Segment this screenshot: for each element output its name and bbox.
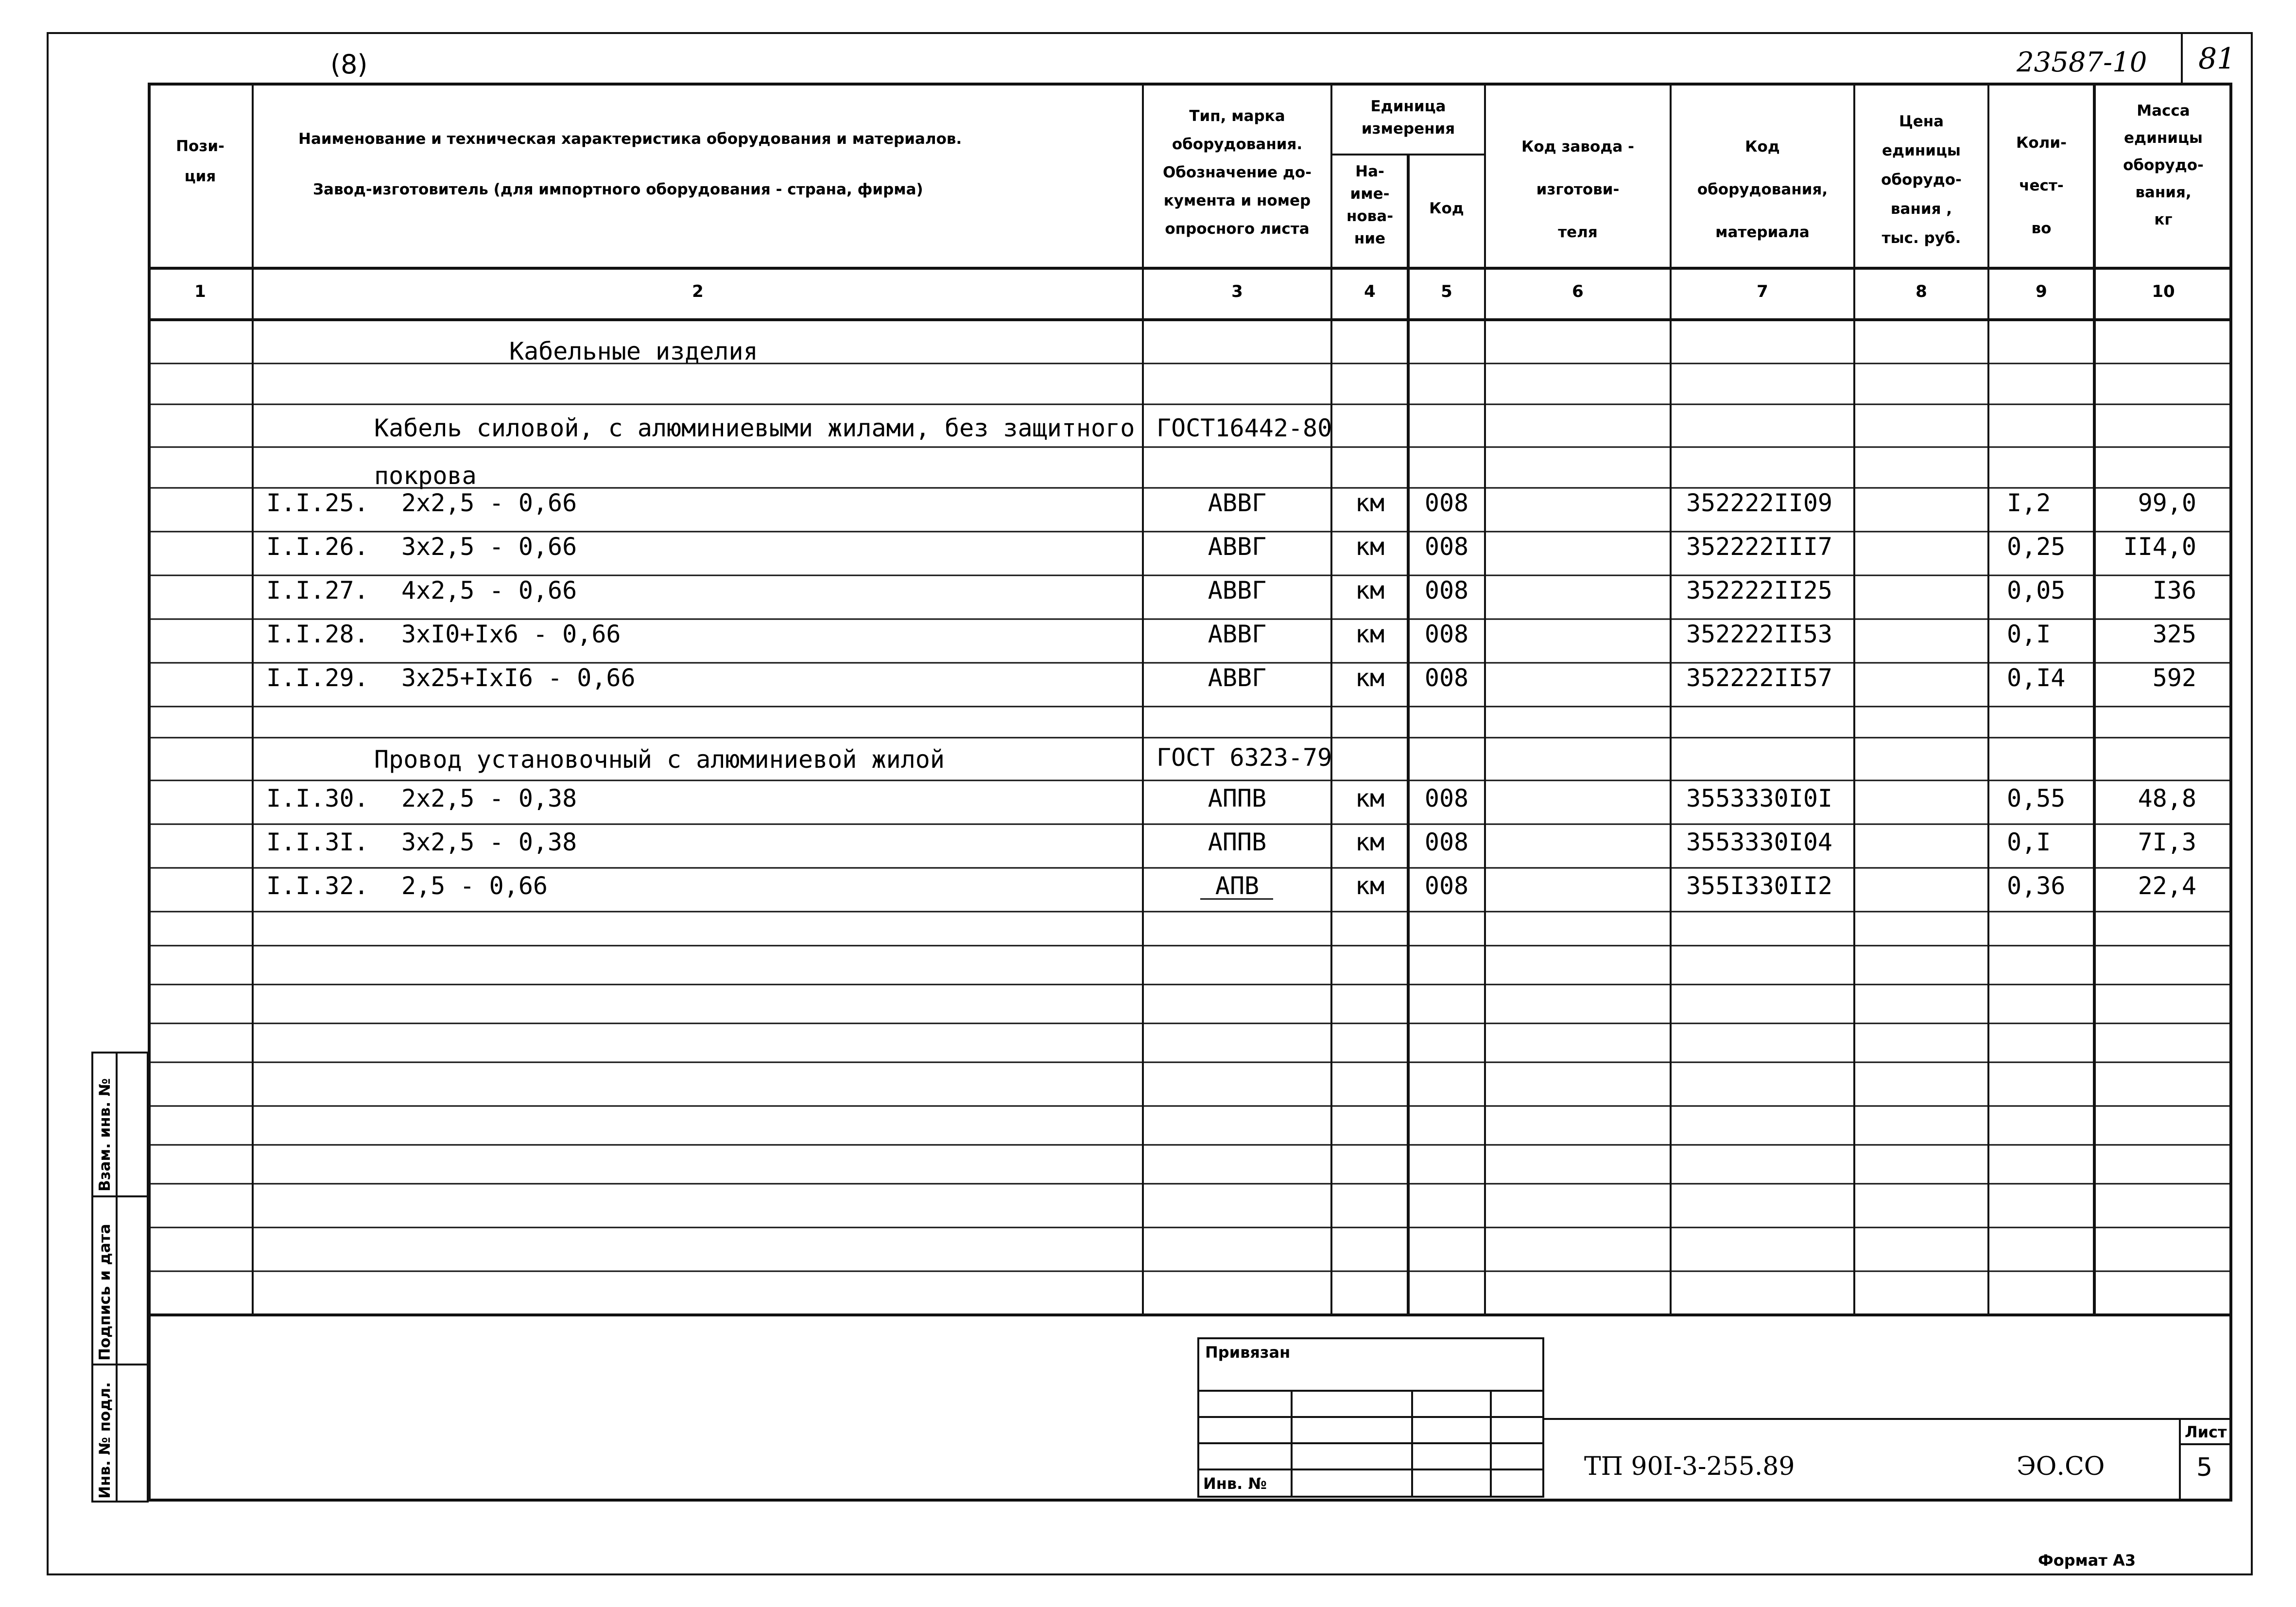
column-number: 3	[1231, 282, 1243, 301]
cell-pos: I.I.29.	[266, 664, 369, 692]
section-wire: Провод установочный с алюминиевой жилой	[374, 745, 945, 774]
cell-unit: км	[1355, 872, 1385, 900]
cell-pos: I.I.30.	[266, 784, 369, 812]
cell-mass: 325	[2152, 620, 2196, 648]
cell-pos: I.I.28.	[266, 620, 369, 648]
cell-type: АВВГ	[1208, 576, 1267, 605]
cell-equip-code: 355I330II2	[1686, 872, 1833, 900]
sheet-number: 5	[2196, 1453, 2213, 1482]
stamp-inv-label: Инв. №	[1203, 1474, 1267, 1493]
cell-qty: 0,36	[2007, 872, 2066, 900]
cell-equip-code: 352222II09	[1686, 489, 1833, 517]
cell-name: 3хI0+Iх6 - 0,66	[401, 620, 621, 648]
section-wire-std: ГОСТ 6323-79	[1157, 743, 1332, 772]
cell-equip-code: 3553330I0I	[1686, 784, 1833, 812]
cell-name: 2х2,5 - 0,38	[401, 784, 577, 812]
cell-mass: I36	[2152, 576, 2196, 605]
cell-qty: 0,I4	[2007, 664, 2066, 692]
header-quantity: Коли- чест- во	[2016, 134, 2067, 237]
cell-pos: I.I.26.	[266, 533, 369, 561]
cell-pos: I.I.32.	[266, 872, 369, 900]
sheet-label: (8)	[330, 49, 368, 80]
cell-mass: 48,8	[2138, 784, 2196, 812]
cell-qty: 0,I	[2007, 620, 2051, 648]
header-position: Пози- ция	[176, 138, 224, 185]
header-price: Цена единицы оборудо- вания , тыс. руб.	[1881, 113, 1962, 247]
section-power-cable-std: ГОСТ16442-80	[1157, 414, 1332, 442]
cell-qty: 0,05	[2007, 576, 2066, 605]
header-unit-group: Единица измерения	[1361, 98, 1455, 138]
cell-code: 008	[1424, 664, 1469, 692]
cell-type: АВВГ	[1208, 620, 1267, 648]
cell-pos: I.I.27.	[266, 576, 369, 605]
header-unit-code: Код	[1429, 200, 1464, 217]
cell-unit: км	[1355, 489, 1385, 517]
side-label-inv-orig: Инв. № подл.	[96, 1382, 114, 1499]
side-label-sign-date: Подпись и дата	[96, 1224, 114, 1361]
cell-code: 008	[1424, 576, 1469, 605]
side-label-inv-swap: Взам. инв. №	[96, 1078, 114, 1192]
cell-unit: км	[1355, 784, 1385, 812]
cell-code: 008	[1424, 489, 1469, 517]
header-type: Тип, марка оборудования. Обозначение до- кумента и номер опросного листа	[1162, 107, 1312, 238]
cell-qty: 0,55	[2007, 784, 2066, 812]
cell-mass: 7I,3	[2138, 828, 2196, 856]
cell-name: 3х2,5 - 0,66	[401, 533, 577, 561]
header-name-line2: Завод-изготовитель (для импортного оборудования - страна, фирма)	[313, 181, 923, 198]
stamp-bound-label: Привязан	[1205, 1343, 1291, 1362]
cell-pos: I.I.25.	[266, 489, 369, 517]
cell-qty: I,2	[2007, 489, 2051, 517]
cell-qty: 0,25	[2007, 533, 2066, 561]
cell-unit: км	[1355, 620, 1385, 648]
cell-unit: км	[1355, 828, 1385, 856]
section-power-cable: Кабель силовой, с алюминиевыми жилами, без защитного	[374, 414, 1135, 442]
cell-code: 008	[1424, 620, 1469, 648]
cell-mass: 22,4	[2138, 872, 2196, 900]
column-number: 4	[1364, 282, 1376, 301]
cell-mass: II4,0	[2123, 533, 2196, 561]
doc-code: ТП 90I-3-255.89	[1584, 1452, 1795, 1481]
header-factory-code: Код завода - изготови- теля	[1521, 138, 1634, 241]
column-number: 7	[1757, 282, 1768, 301]
cell-type: АВВГ	[1208, 533, 1267, 561]
cell-code: 008	[1424, 828, 1469, 856]
cell-name: 3х25+IхI6 - 0,66	[401, 664, 636, 692]
cell-name: 3х2,5 - 0,38	[401, 828, 577, 856]
header-unit-name: На- име- нова- ние	[1346, 163, 1394, 247]
cell-unit: км	[1355, 576, 1385, 605]
column-number: 2	[692, 282, 704, 301]
cell-unit: км	[1355, 533, 1385, 561]
format-label: Формат А3	[2038, 1551, 2136, 1570]
cell-equip-code: 3553330I04	[1686, 828, 1833, 856]
cell-name: 2,5 - 0,66	[401, 872, 548, 900]
page-number: 81	[2198, 42, 2236, 76]
cell-unit: км	[1355, 664, 1385, 692]
section-cables-title: Кабельные изделия	[509, 337, 758, 365]
cell-mass: 99,0	[2138, 489, 2196, 517]
header-equipment-code: Код оборудования, материала	[1697, 138, 1828, 241]
cell-qty: 0,I	[2007, 828, 2051, 856]
cell-type: АППВ	[1208, 828, 1267, 856]
column-number: 6	[1572, 282, 1584, 301]
cell-equip-code: 352222II57	[1686, 664, 1833, 692]
cell-equip-code: 352222III7	[1686, 533, 1833, 561]
cell-pos: I.I.3I.	[266, 828, 369, 856]
cell-equip-code: 352222II53	[1686, 620, 1833, 648]
column-number: 8	[1916, 282, 1927, 301]
cell-code: 008	[1424, 872, 1469, 900]
column-number: 10	[2152, 282, 2175, 301]
column-number: 5	[1441, 282, 1452, 301]
header-mass: Масса единицы оборудо- вания, кг	[2123, 102, 2204, 228]
cell-type: АВВГ	[1208, 489, 1267, 517]
cell-type: АППВ	[1208, 784, 1267, 812]
cell-code: 008	[1424, 533, 1469, 561]
cell-equip-code: 352222II25	[1686, 576, 1833, 605]
header-name-line1: Наименование и техническая характеристика оборудования и материалов.	[298, 130, 962, 148]
cell-type: АПВ	[1215, 872, 1260, 900]
doc-mark: ЭО.СО	[2017, 1452, 2105, 1481]
section-power-cable-cont: покрова	[374, 462, 477, 490]
sheet-caption: Лист	[2185, 1423, 2227, 1441]
cell-type: АВВГ	[1208, 664, 1267, 692]
column-number: 1	[194, 282, 206, 301]
cell-code: 008	[1424, 784, 1469, 812]
cell-name: 4х2,5 - 0,66	[401, 576, 577, 605]
archive-number: 23587-10	[2017, 47, 2147, 78]
column-number: 9	[2036, 282, 2047, 301]
cell-mass: 592	[2152, 664, 2196, 692]
cell-name: 2х2,5 - 0,66	[401, 489, 577, 517]
